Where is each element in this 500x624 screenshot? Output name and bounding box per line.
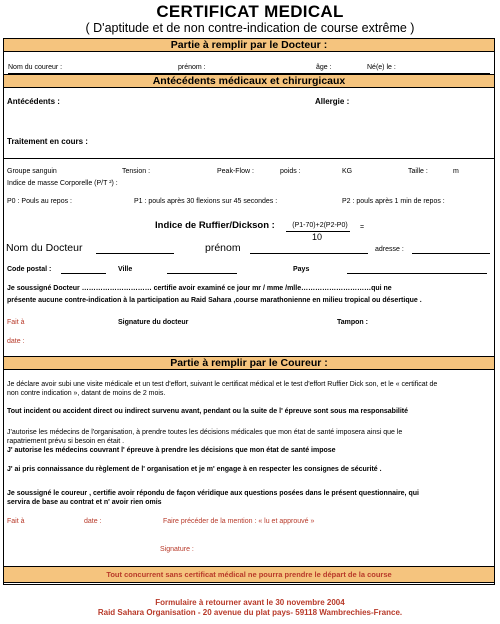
ville-label: Ville — [118, 266, 133, 273]
kg-unit: KG — [342, 168, 353, 175]
runner-p2: Tout incident ou accident direct ou indirect survenu avant, pendant ou la suite de l' épreuve sont sous ma responsabilité — [7, 408, 408, 415]
code-postal-label: Code postal : — [7, 266, 52, 273]
taille-label: Taille : — [408, 168, 428, 175]
peakflow-label: Peak-Flow : — [217, 168, 254, 175]
date-label: date : — [7, 338, 25, 345]
m-unit: m — [453, 168, 459, 175]
separator-vitals — [4, 158, 494, 159]
pays-line — [347, 273, 487, 274]
runner-signature-label: Signature : — [160, 546, 194, 553]
nele-label: Né(e) le : — [367, 64, 396, 71]
groupe-sanguin-label: Groupe sanguin — [7, 168, 57, 175]
runner-p5: J' ai pris connaissance du règlement de l' organisation et je m' engage à en respecter les consignes de sécurité . — [7, 466, 382, 473]
footer-line2: Raid Sahara Organisation - 20 avenue du plat pays- 59118 Wambrechies-France. — [97, 608, 403, 617]
mention-label: Faire précéder de la mention : « lu et approuvé » — [163, 518, 315, 525]
prenom-docteur-label: prénom — [205, 242, 241, 254]
runner-section-band: Partie à remplir par le Coureur : — [4, 356, 494, 370]
ruffier-numerator: (P1-70)+2(P2-P0) — [292, 222, 348, 229]
p2-label: P2 : pouls après 1 min de repos : — [342, 198, 445, 205]
pays-label: Pays — [293, 266, 310, 273]
age-label: âge : — [316, 64, 332, 71]
tension-label: Tension : — [122, 168, 151, 175]
document-title: CERTIFICAT MEDICAL — [156, 2, 344, 21]
p1-label: P1 : pouls après 30 flexions sur 45 secondes : — [134, 198, 278, 205]
imc-label: Indice de masse Corporelle (P/T ²) : — [7, 180, 118, 187]
antecedents-band: Antécédents médicaux et chirurgicaux — [4, 74, 494, 88]
code-postal-line — [61, 273, 106, 274]
runner-fait-a-label: Fait à — [7, 518, 25, 525]
prenom-docteur-line — [250, 253, 368, 254]
runner-date-label: date : — [84, 518, 102, 525]
runner-p6-line2: servira de base au contrat et n' avoir rien omis — [7, 499, 162, 506]
tampon-label: Tampon : — [337, 319, 368, 326]
declaration-line2: présente aucune contre-indication à la participation au Raid Sahara ,course marathonienne en milieu tropical ou désertique . — [7, 297, 422, 304]
nom-docteur-label: Nom du Docteur — [6, 242, 83, 254]
declaration-line1: Je soussigné Docteur ………………………… certifie avoir examiné ce jour mr / mme /mlle…………………………qui ne — [7, 285, 392, 292]
traitement-label: Traitement en cours : — [7, 137, 88, 146]
p0-label: P0 : Pouls au repos : — [7, 198, 72, 205]
adresse-line — [412, 253, 490, 254]
runner-p1-line1: Je déclare avoir subi une visite médicale et un test d'effort, suivant le certificat médical et le test d'effort Ruffier Dick son, et le « certificat de — [7, 381, 438, 388]
ruffier-denominator: 10 — [311, 232, 322, 242]
nom-docteur-line — [96, 253, 174, 254]
runner-p1-line2: non contre indication », datant de moins de 2 mois. — [7, 390, 166, 397]
ruffier-equals: = — [360, 224, 365, 231]
runner-p6-line1: Je soussigné le coureur , certifie avoir répondu de façon véridique aux questions posées dans le présent questionnaire, qui — [7, 490, 419, 497]
document-subtitle: ( D'aptitude et de non contre-indication de course extrême ) — [85, 21, 415, 35]
doctor-section-band: Partie à remplir par le Docteur : — [4, 38, 494, 52]
poids-label: poids : — [280, 168, 301, 175]
prenom-label: prénom : — [178, 64, 206, 71]
adresse-label: adresse : — [375, 246, 404, 253]
signature-docteur-label: Signature du docteur — [118, 319, 189, 326]
antecedents-label: Antécédents : — [7, 97, 60, 106]
runner-p3-line1: J'autorise les médecins de l'organisation, à prendre toutes les décisions médicales que mon état de santé imposera ainsi que le — [7, 429, 403, 436]
footer-line1: Formulaire à retourner avant le 30 novembre 2004 — [155, 598, 345, 607]
allergie-label: Allergie : — [315, 97, 350, 106]
runner-p4: J' autorise les médecins couvrant l' épreuve à prendre les décisions que mon état de santé impose — [7, 447, 336, 454]
fait-a-label: Fait à — [7, 319, 25, 326]
nom-coureur-label: Nom du coureur : — [8, 64, 63, 71]
ruffier-label: Indice de Ruffier/Dickson : — [155, 220, 275, 231]
warning-band: Tout concurrent sans certificat médical ne pourra prendre le départ de la course — [4, 566, 494, 583]
ville-line — [167, 273, 237, 274]
runner-p3-line2: rapatriement prévu si besoin en était . — [7, 438, 125, 445]
